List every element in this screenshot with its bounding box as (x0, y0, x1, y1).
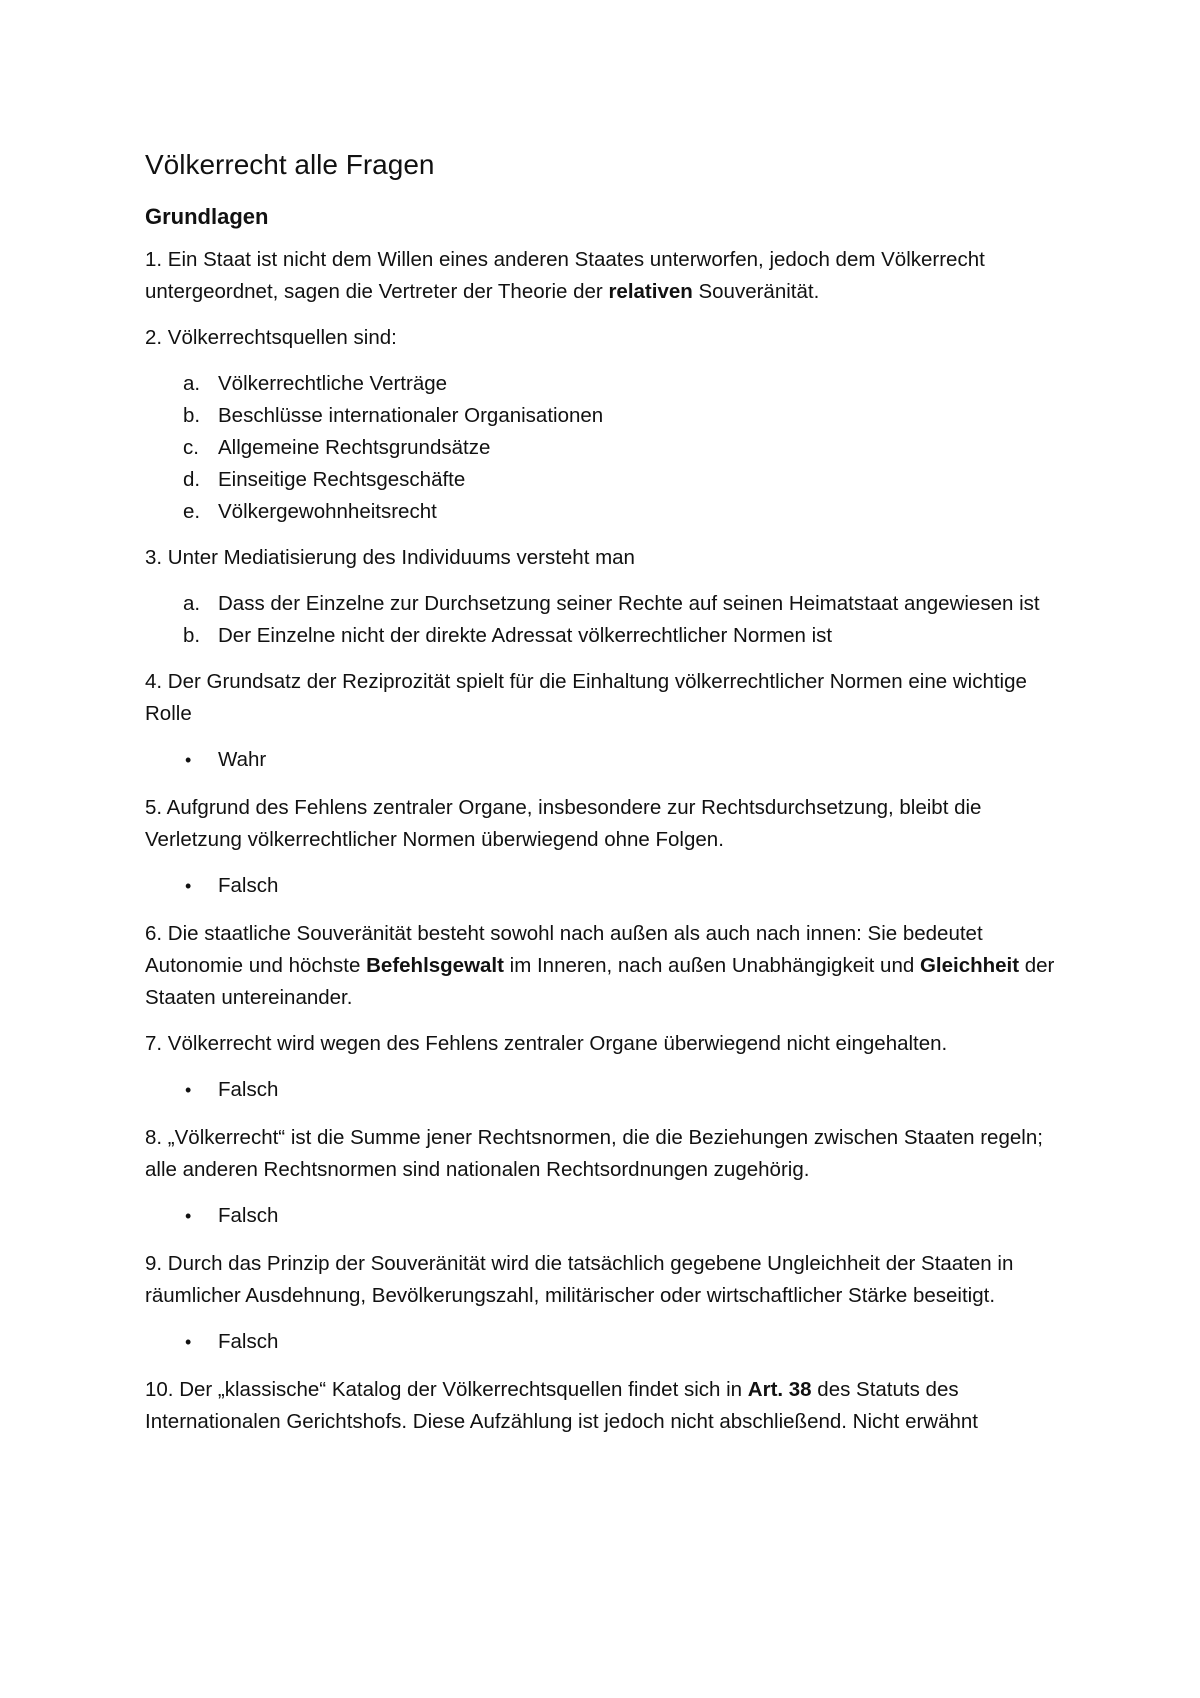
question-2-options (145, 368, 1075, 528)
question-3-options (145, 588, 1075, 652)
option-item (145, 464, 1075, 496)
document-body (145, 148, 1075, 1452)
bullet-icon: • (185, 749, 192, 770)
question-4: 4. Der Grundsatz der Reziprozität spielt für die Einhaltung völkerrechtlicher Normen eine wichtige Rolle (145, 669, 1027, 725)
bullet-icon: • (185, 875, 192, 896)
question-5-answer-list (145, 870, 1075, 902)
question-10-text-2: des Statuts des Internationalen Gerichtshofs. Diese Aufzählung ist jedoch nicht abschließend. Nicht erwähnt (145, 1377, 979, 1433)
question-1-text-end: Souveränität. (692, 279, 820, 303)
question-3: 3. Unter Mediatisierung des Individuums versteht man (145, 545, 635, 569)
option-text: Völkerrechtliche Verträge (218, 371, 448, 395)
option-marker: a. (183, 371, 201, 395)
option-marker: d. (183, 467, 201, 491)
question-8: 8. „Völkerrecht“ ist die Summe jener Rechtsnormen, die die Beziehungen zwischen Staaten regeln; alle anderen Rechtsnormen sind nationalen Rechtsordnungen zugehörig. (145, 1125, 1043, 1181)
answer-item (145, 1326, 1075, 1358)
answer-item (145, 744, 1075, 776)
answer-text: Falsch (218, 1203, 279, 1227)
question-10-bold: Art. 38 (747, 1377, 812, 1401)
option-item (145, 496, 1075, 528)
question-7: 7. Völkerrecht wird wegen des Fehlens zentraler Organe überwiegend nicht eingehalten. (145, 1031, 948, 1055)
question-10-text: 10. Der „klassische“ Katalog der Völkerrechtsquellen findet sich in (145, 1377, 748, 1401)
question-6-bold-1: Befehlsgewalt (366, 953, 504, 977)
option-marker: b. (183, 623, 201, 647)
bullet-icon: • (185, 1331, 192, 1352)
question-5: 5. Aufgrund des Fehlens zentraler Organe, insbesondere zur Rechtsdurchsetzung, bleibt die Verletzung völkerrechtlicher Normen überwiegend ohne Folgen. (145, 795, 982, 851)
question-6-text-2: im Inneren, nach außen Unabhängigkeit und (503, 953, 920, 977)
question-4-answer-list (145, 744, 1075, 776)
bullet-icon: • (185, 1205, 192, 1226)
question-1-text: 1. Ein Staat ist nicht dem Willen eines anderen Staates unterworfen, jedoch dem Völkerrecht untergeordnet, sagen die Vertreter der Theorie der (145, 247, 985, 303)
question-6 (145, 918, 1075, 1014)
answer-text: Falsch (218, 1077, 279, 1101)
option-text: Allgemeine Rechtsgrundsätze (218, 435, 491, 459)
option-text: Dass der Einzelne zur Durchsetzung seiner Rechte auf seinen Heimatstaat angewiesen ist (218, 591, 1040, 615)
option-item (145, 588, 1075, 620)
answer-item (145, 1074, 1075, 1106)
option-marker: b. (183, 403, 201, 427)
question-1-bold: relativen (608, 279, 693, 303)
option-item (145, 432, 1075, 464)
answer-text: Falsch (218, 873, 279, 897)
question-6-text: 6. Die staatliche Souveränität besteht sowohl nach außen als auch nach innen: Sie bedeutet Autonomie und höchste (145, 921, 983, 977)
document-title: Völkerrecht alle Fragen (145, 149, 435, 180)
question-7-answer-list (145, 1074, 1075, 1106)
question-6-bold-2: Gleichheit (919, 953, 1020, 977)
answer-item (145, 870, 1075, 902)
question-6-text-3: der Staaten untereinander. (145, 953, 1055, 1009)
option-item (145, 620, 1075, 652)
option-marker: e. (183, 499, 201, 523)
option-marker: c. (183, 435, 199, 459)
question-2: 2. Völkerrechtsquellen sind: (145, 325, 397, 349)
bullet-icon: • (185, 1079, 192, 1100)
option-text: Einseitige Rechtsgeschäfte (218, 467, 466, 491)
option-item (145, 368, 1075, 400)
question-9-answer-list (145, 1326, 1075, 1358)
question-9: 9. Durch das Prinzip der Souveränität wird die tatsächlich gegebene Ungleichheit der Staaten in räumlicher Ausdehnung, Bevölkerungszahl, militärischer oder wirtschaftlicher Stärke beseitigt. (145, 1251, 1014, 1307)
answer-text: Falsch (218, 1329, 279, 1353)
answer-text: Wahr (218, 747, 267, 771)
option-text: Völkergewohnheitsrecht (218, 499, 437, 523)
option-item (145, 400, 1075, 432)
section-heading: Grundlagen (145, 203, 269, 229)
answer-item (145, 1200, 1075, 1232)
question-10 (145, 1374, 1075, 1438)
question-1 (145, 244, 1075, 308)
option-marker: a. (183, 591, 201, 615)
option-text: Der Einzelne nicht der direkte Adressat völkerrechtlicher Normen ist (218, 623, 833, 647)
option-text: Beschlüsse internationaler Organisationen (218, 403, 604, 427)
question-8-answer-list (145, 1200, 1075, 1232)
